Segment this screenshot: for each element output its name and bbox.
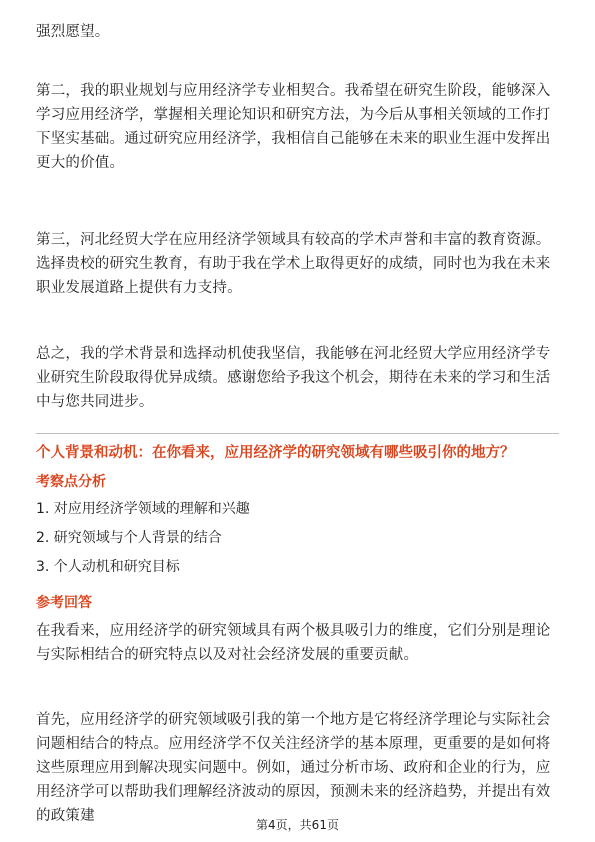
page-number-footer: 第4页，共61页 [256, 818, 339, 832]
question-title: 个人背景和动机：在你看来，应用经济学的研究领域有哪些吸引你的地方？ [36, 445, 515, 461]
paragraph-continuation: 强烈愿望。 [36, 24, 110, 40]
analysis-item: 2. 研究领域与个人背景的结合 [36, 530, 222, 546]
answer-paragraph-intro: 在我看来，应用经济学的研究领域具有两个极具吸引力的维度，它们分别是理论与实际相结合的研究特点以及对社会经济发展的重要贡献。 [36, 623, 551, 663]
paragraph-second-point: 第二，我的职业规划与应用经济学专业相契合。我希望在研究生阶段，能够深入学习应用经济学，掌握相关理论知识和研究方法，为今后从事相关领域的工作打下坚实基础。通过研究应用经济学，我相信自己能够在未来的职业生涯中发挥出更大的价值。 [36, 83, 551, 171]
paragraph-conclusion: 总之，我的学术背景和选择动机使我坚信，我能够在河北经贸大学应用经济学专业研究生阶段取得优异成绩。感谢您给予我这个机会，期待在未来的学习和生活中与您共同进步。 [36, 346, 551, 410]
analysis-item: 3. 个人动机和研究目标 [36, 559, 180, 575]
answer-heading: 参考回答 [36, 595, 92, 611]
paragraph-third-point: 第三，河北经贸大学在应用经济学领域具有较高的学术声誉和丰富的教育资源。选择贵校的研究生教育，有助于我在学术上取得更好的成绩，同时也为我在未来职业发展道路上提供有力支持。 [36, 232, 551, 296]
answer-paragraph-first-point: 首先，应用经济学的研究领域吸引我的第一个地方是它将经济学理论与实际社会问题相结合的特点。应用经济学不仅关注经济学的基本原理，更重要的是如何将这些原理应用到解决现实问题中。例如，通过分析市场、政府和企业的行为，应用经济学可以帮助我们理解经济波动的原因，预测未来的经济趋势，并提出有效的政策建 [36, 712, 551, 824]
analysis-item: 1. 对应用经济学领域的理解和兴趣 [36, 501, 250, 517]
analysis-heading: 考察点分析 [36, 474, 106, 490]
section-divider [36, 433, 559, 434]
